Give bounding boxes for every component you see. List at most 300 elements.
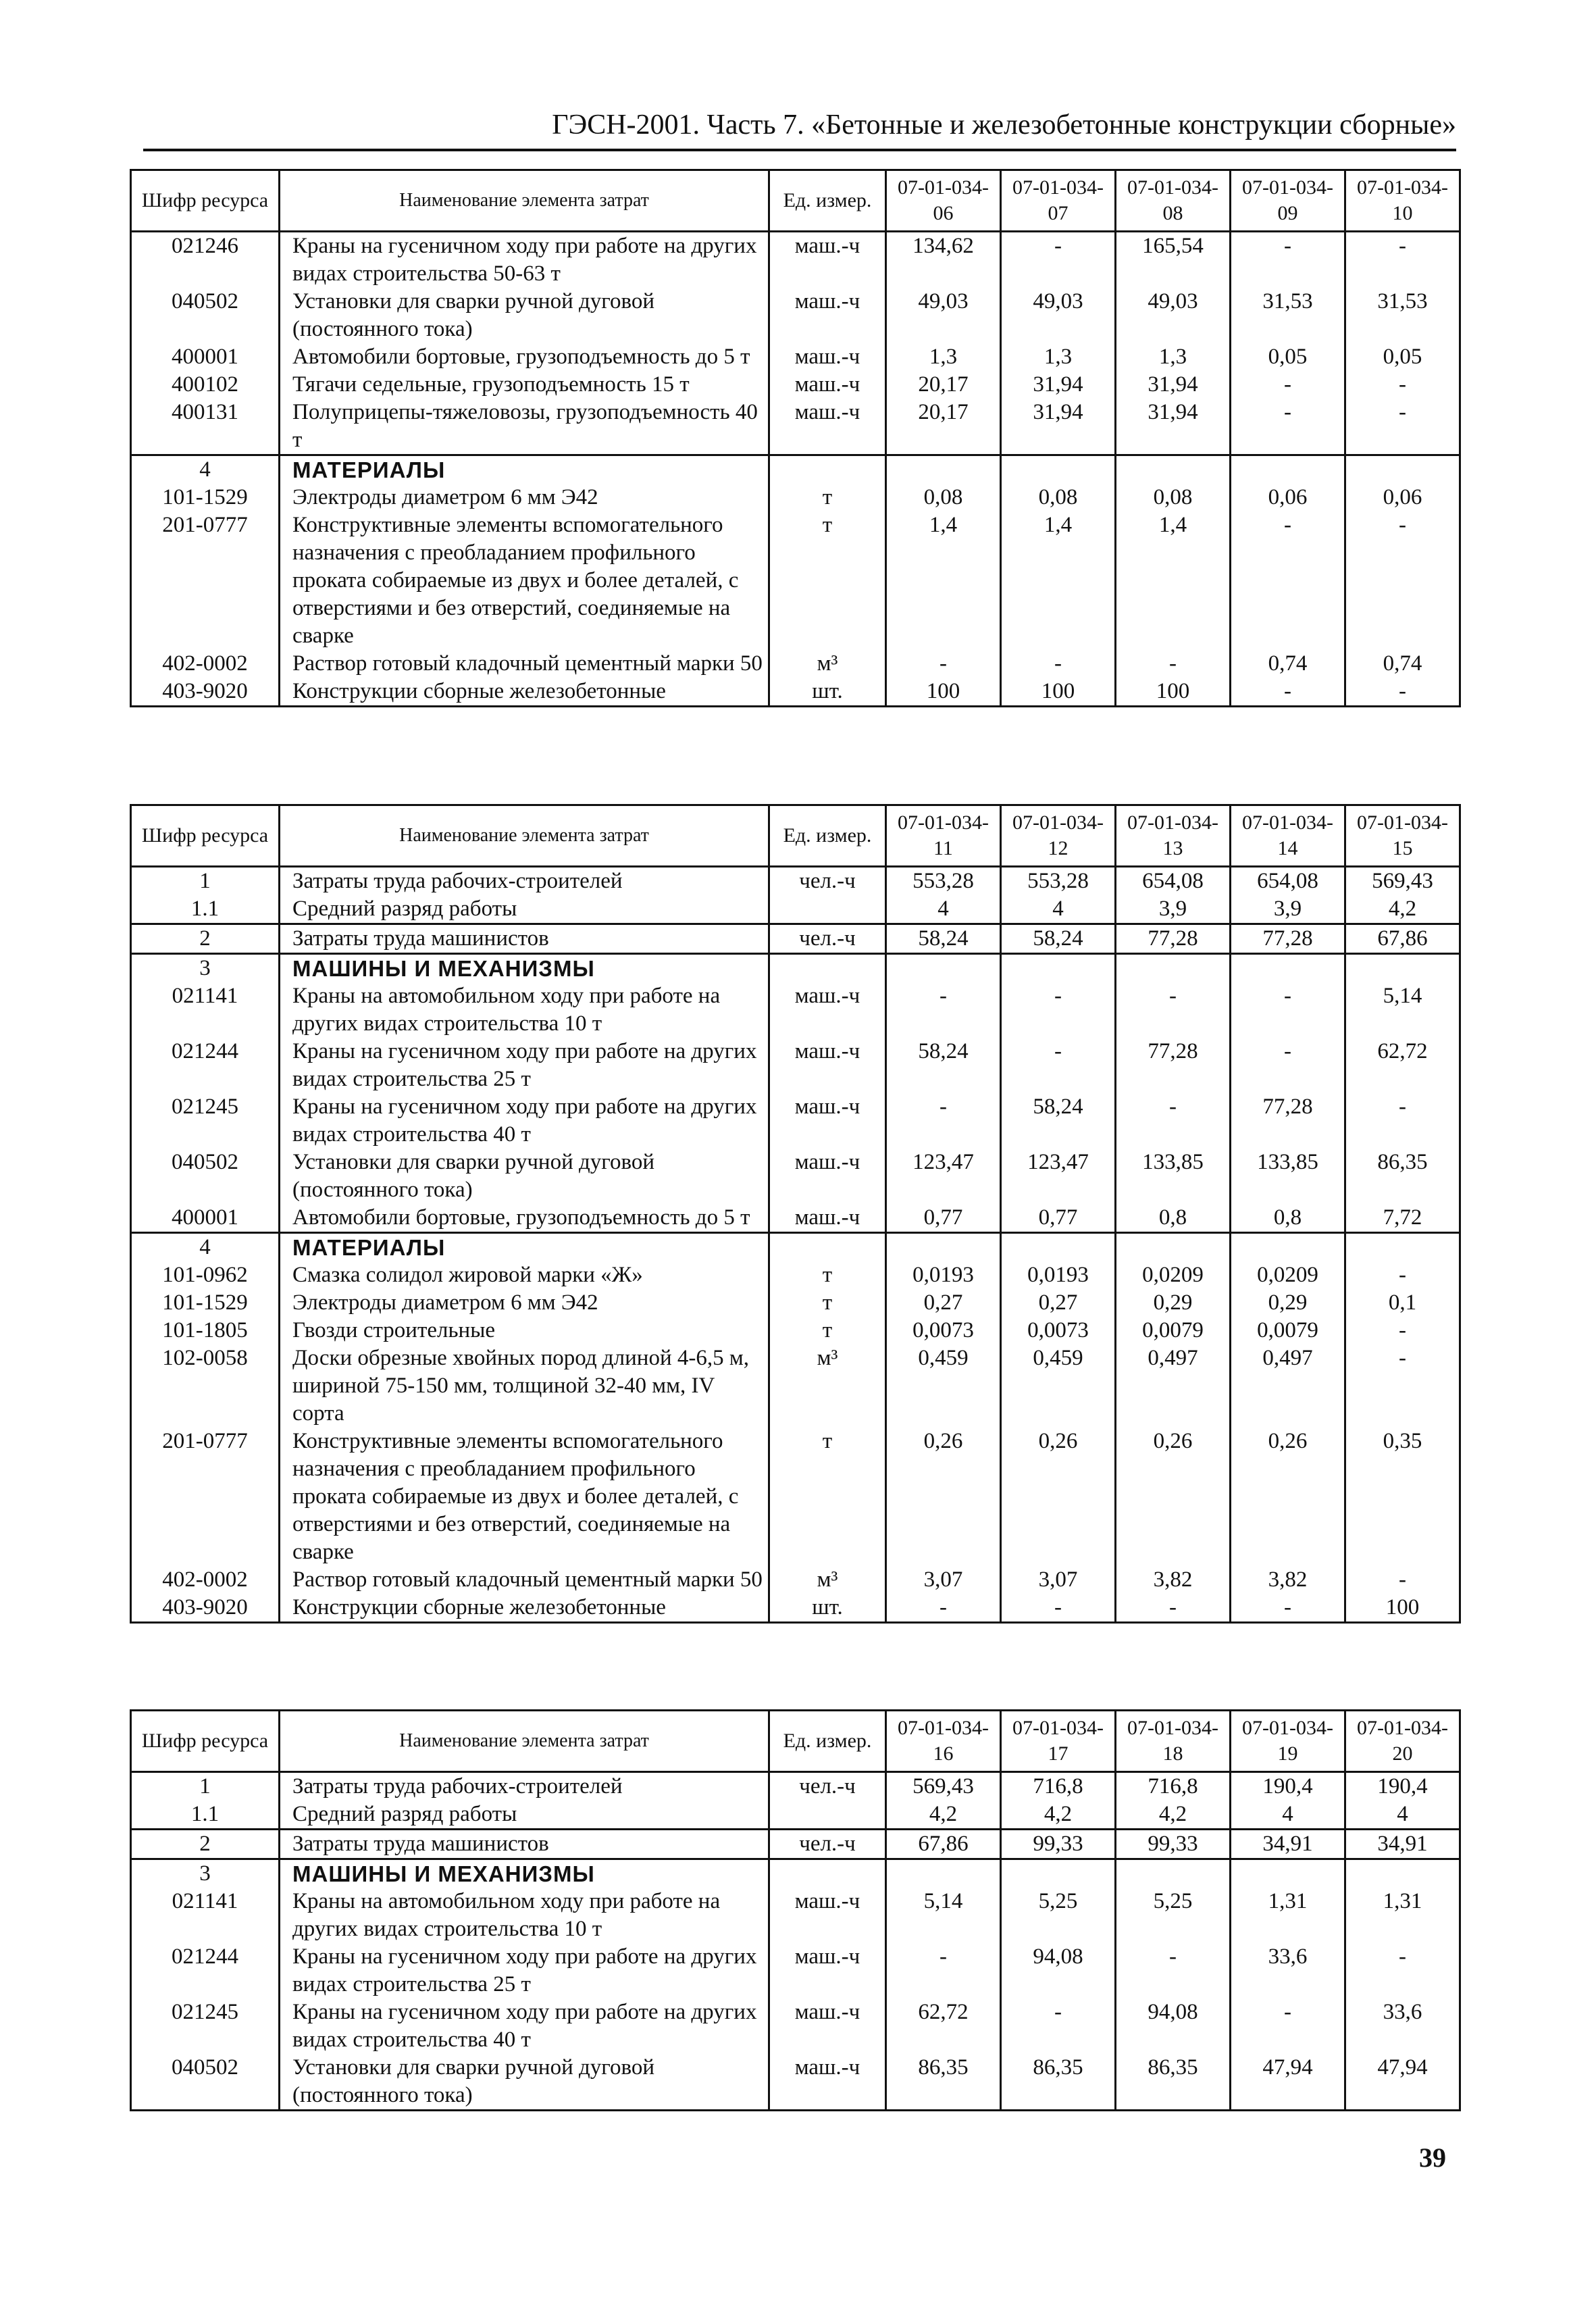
cost-element-name: Доски обрезные хвойных пород длиной 4-6,5 м, шириной 75-150 мм, толщиной 32-40 мм, IV сорта [280, 1344, 769, 1428]
norm-value [1345, 455, 1460, 484]
column-header-norm: 07-01-034-13 [1116, 805, 1231, 867]
table-row [131, 650, 1460, 678]
unit-of-measure: маш.-ч [769, 1943, 886, 1998]
table-row [131, 1428, 1460, 1566]
column-header-code: Шифр ресурса [131, 805, 280, 867]
resource-code: 201-0777 [131, 511, 280, 650]
norm-value: 0,0073 [886, 1317, 1001, 1344]
table-row [131, 1772, 1460, 1801]
norm-value: 654,08 [1231, 867, 1345, 896]
unit-of-measure: чел.-ч [769, 1830, 886, 1859]
norm-value: 4,2 [1345, 895, 1460, 924]
cost-element-name: Затраты труда машинистов [280, 924, 769, 954]
table-row [131, 1261, 1460, 1289]
unit-of-measure: маш.-ч [769, 982, 886, 1038]
norm-value: - [1116, 1594, 1231, 1623]
column-header-norm: 07-01-034-09 [1231, 170, 1345, 232]
cost-element-name: Электроды диаметром 6 мм Э42 [280, 484, 769, 511]
norm-value: 3,9 [1231, 895, 1345, 924]
unit-of-measure: шт. [769, 678, 886, 707]
norm-value: 34,91 [1231, 1830, 1345, 1859]
norm-value: - [1116, 1943, 1231, 1998]
norm-value: 0,26 [1231, 1428, 1345, 1566]
cost-element-name: Краны на гусеничном ходу при работе на других видах строительства 25 т [280, 1943, 769, 1998]
norm-value: 100 [886, 678, 1001, 707]
norm-value [1001, 1859, 1116, 1888]
resource-code: 021244 [131, 1038, 280, 1093]
norm-value: 5,25 [1116, 1888, 1231, 1943]
table-row [131, 1888, 1460, 1943]
table-row [131, 1830, 1460, 1859]
norm-value: 190,4 [1345, 1772, 1460, 1801]
cost-element-name: Краны на автомобильном ходу при работе на других видах строительства 10 т [280, 982, 769, 1038]
resource-code: 040502 [131, 1149, 280, 1204]
table-row [131, 2054, 1460, 2111]
norm-value [1001, 1233, 1116, 1262]
norm-value [886, 455, 1001, 484]
unit-of-measure [769, 1859, 886, 1888]
unit-of-measure: т [769, 511, 886, 650]
resource-code: 403-9020 [131, 1594, 280, 1623]
norm-value: 0,06 [1345, 484, 1460, 511]
norm-value: - [1116, 650, 1231, 678]
norm-value: 86,35 [886, 2054, 1001, 2111]
column-header-name: Наименование элемента затрат [280, 805, 769, 867]
norm-value: 99,33 [1001, 1830, 1116, 1859]
table-row [131, 1594, 1460, 1623]
norm-value: 0,35 [1345, 1428, 1460, 1566]
table-row [131, 867, 1460, 896]
cost-element-name: Смазка солидол жировой марки «Ж» [280, 1261, 769, 1289]
resource-code: 1.1 [131, 1801, 280, 1830]
norm-value: 49,03 [1116, 288, 1231, 343]
table-row [131, 924, 1460, 954]
table-row [131, 455, 1460, 484]
norm-value: 0,05 [1231, 343, 1345, 371]
page-title: ГЭСН-2001. Часть 7. «Бетонные и железобетонные конструкции сборные» [552, 109, 1456, 141]
norm-value: - [1345, 1566, 1460, 1594]
norm-value: - [1345, 1317, 1460, 1344]
norm-value: - [1345, 1344, 1460, 1428]
resource-code: 101-1529 [131, 484, 280, 511]
norm-value: 4 [1345, 1801, 1460, 1830]
norm-value: 1,4 [1116, 511, 1231, 650]
cost-element-name: МАШИНЫ И МЕХАНИЗМЫ [280, 954, 769, 983]
unit-of-measure: маш.-ч [769, 288, 886, 343]
norm-value: 1,31 [1345, 1888, 1460, 1943]
cost-element-name: Гвозди строительные [280, 1317, 769, 1344]
resource-code: 101-0962 [131, 1261, 280, 1289]
norm-value: - [1001, 232, 1116, 288]
table-row [131, 399, 1460, 455]
resource-code: 021245 [131, 1093, 280, 1149]
norm-value [1345, 1233, 1460, 1262]
resource-code: 021245 [131, 1998, 280, 2054]
unit-of-measure: т [769, 1428, 886, 1566]
norm-value: 47,94 [1345, 2054, 1460, 2111]
norm-value: 0,74 [1231, 650, 1345, 678]
unit-of-measure [769, 1233, 886, 1262]
unit-of-measure: чел.-ч [769, 867, 886, 896]
norm-value: 7,72 [1345, 1204, 1460, 1233]
column-header-unit: Ед. измер. [769, 1711, 886, 1772]
norm-value: 190,4 [1231, 1772, 1345, 1801]
norm-value [1231, 954, 1345, 983]
cost-element-name: Установки для сварки ручной дуговой (постоянного тока) [280, 2054, 769, 2111]
norm-value: 123,47 [1001, 1149, 1116, 1204]
norm-value: 100 [1116, 678, 1231, 707]
table-row [131, 1344, 1460, 1428]
table-row [131, 371, 1460, 399]
resource-code: 021141 [131, 1888, 280, 1943]
cost-element-name: Затраты труда рабочих-строителей [280, 867, 769, 896]
column-header-unit: Ед. измер. [769, 805, 886, 867]
norm-value: 0,08 [1116, 484, 1231, 511]
table-row [131, 1289, 1460, 1317]
norm-value: 58,24 [1001, 924, 1116, 954]
norm-value: 0,27 [1001, 1289, 1116, 1317]
norm-value: 94,08 [1001, 1943, 1116, 1998]
norm-value: 0,1 [1345, 1289, 1460, 1317]
norm-value: - [886, 982, 1001, 1038]
norm-value: 31,94 [1116, 399, 1231, 455]
norm-value: 0,0073 [1001, 1317, 1116, 1344]
column-header-norm: 07-01-034-18 [1116, 1711, 1231, 1772]
norm-value: 3,9 [1116, 895, 1231, 924]
norm-value: 31,94 [1001, 399, 1116, 455]
norm-value: 0,08 [1001, 484, 1116, 511]
norm-value: 4 [1231, 1801, 1345, 1830]
table-row [131, 1204, 1460, 1233]
resource-code: 400001 [131, 343, 280, 371]
norm-value: 31,53 [1231, 288, 1345, 343]
unit-of-measure: маш.-ч [769, 1204, 886, 1233]
unit-of-measure: м³ [769, 1344, 886, 1428]
table-row [131, 895, 1460, 924]
norm-value: 0,0079 [1231, 1317, 1345, 1344]
table-row [131, 288, 1460, 343]
norm-value: 33,6 [1345, 1998, 1460, 2054]
norm-value: 0,459 [886, 1344, 1001, 1428]
norm-value: 553,28 [1001, 867, 1116, 896]
resource-code: 2 [131, 924, 280, 954]
page-header [143, 108, 1456, 151]
norm-value: 86,35 [1345, 1149, 1460, 1204]
norm-value: 716,8 [1116, 1772, 1231, 1801]
cost-element-name: Краны на автомобильном ходу при работе на других видах строительства 10 т [280, 1888, 769, 1943]
norm-value: 0,29 [1231, 1289, 1345, 1317]
norm-value [1001, 455, 1116, 484]
resource-code: 1.1 [131, 895, 280, 924]
table-row [131, 982, 1460, 1038]
unit-of-measure: маш.-ч [769, 1149, 886, 1204]
norm-value: 62,72 [1345, 1038, 1460, 1093]
norm-value: 58,24 [1001, 1093, 1116, 1149]
cost-element-name: Полуприцепы-тяжеловозы, грузоподъемность 40 т [280, 399, 769, 455]
norm-value: 4,2 [1001, 1801, 1116, 1830]
cost-element-name: Средний разряд работы [280, 895, 769, 924]
table-row [131, 232, 1460, 288]
norm-value [1116, 1233, 1231, 1262]
resource-code: 201-0777 [131, 1428, 280, 1566]
column-header-norm: 07-01-034-15 [1345, 805, 1460, 867]
norm-value: 569,43 [1345, 867, 1460, 896]
norm-value: - [1345, 1261, 1460, 1289]
norm-value: 0,8 [1231, 1204, 1345, 1233]
table-row [131, 1317, 1460, 1344]
norm-value [1116, 455, 1231, 484]
resource-code: 1 [131, 867, 280, 896]
norm-value [1231, 455, 1345, 484]
column-header-name: Наименование элемента затрат [280, 1711, 769, 1772]
norm-value: 20,17 [886, 399, 1001, 455]
norm-value: 94,08 [1116, 1998, 1231, 2054]
norm-value: 0,8 [1116, 1204, 1231, 1233]
norm-value: 3,82 [1231, 1566, 1345, 1594]
norm-value: 0,05 [1345, 343, 1460, 371]
norm-value: 31,94 [1001, 371, 1116, 399]
norm-value: 99,33 [1116, 1830, 1231, 1859]
cost-element-name: Краны на гусеничном ходу при работе на других видах строительства 40 т [280, 1093, 769, 1149]
norm-value: - [1345, 232, 1460, 288]
norm-value: 0,0193 [1001, 1261, 1116, 1289]
column-header-code: Шифр ресурса [131, 170, 280, 232]
unit-of-measure: маш.-ч [769, 1093, 886, 1149]
norm-value: 0,0209 [1116, 1261, 1231, 1289]
norm-value: 654,08 [1116, 867, 1231, 896]
norm-value: 77,28 [1231, 1093, 1345, 1149]
norm-value: 0,497 [1116, 1344, 1231, 1428]
unit-of-measure: чел.-ч [769, 1772, 886, 1801]
resource-code: 4 [131, 455, 280, 484]
table-row [131, 1566, 1460, 1594]
resource-code: 101-1529 [131, 1289, 280, 1317]
column-header-norm: 07-01-034-07 [1001, 170, 1116, 232]
norm-value: 5,14 [1345, 982, 1460, 1038]
unit-of-measure [769, 455, 886, 484]
unit-of-measure: чел.-ч [769, 924, 886, 954]
norm-value [1345, 954, 1460, 983]
unit-of-measure [769, 954, 886, 983]
norm-value: 100 [1345, 1594, 1460, 1623]
norm-value: 86,35 [1001, 2054, 1116, 2111]
norm-value: - [1001, 982, 1116, 1038]
resource-code: 021246 [131, 232, 280, 288]
column-header-norm: 07-01-034-08 [1116, 170, 1231, 232]
norm-value: 20,17 [886, 371, 1001, 399]
cost-element-name: Конструкции сборные железобетонные [280, 678, 769, 707]
column-header-unit: Ед. измер. [769, 170, 886, 232]
norm-value: 1,4 [1001, 511, 1116, 650]
norm-value: 58,24 [886, 924, 1001, 954]
norm-value: 123,47 [886, 1149, 1001, 1204]
norm-value: 67,86 [886, 1830, 1001, 1859]
norm-value: 134,62 [886, 232, 1001, 288]
column-header-norm: 07-01-034-06 [886, 170, 1001, 232]
cost-element-name: Установки для сварки ручной дуговой (постоянного тока) [280, 1149, 769, 1204]
norm-value: - [1001, 1038, 1116, 1093]
table-row [131, 343, 1460, 371]
norm-value: - [886, 650, 1001, 678]
unit-of-measure: маш.-ч [769, 399, 886, 455]
unit-of-measure: маш.-ч [769, 371, 886, 399]
unit-of-measure: т [769, 1317, 886, 1344]
norm-value: 0,77 [1001, 1204, 1116, 1233]
norm-value: 1,3 [1116, 343, 1231, 371]
cost-element-name: Раствор готовый кладочный цементный марки 50 [280, 1566, 769, 1594]
norm-value: - [1345, 1093, 1460, 1149]
norm-value: 0,0079 [1116, 1317, 1231, 1344]
norm-value: - [1231, 1038, 1345, 1093]
table-row [131, 1859, 1460, 1888]
norm-value [886, 1859, 1001, 1888]
norm-value: - [886, 1594, 1001, 1623]
norm-value: 165,54 [1116, 232, 1231, 288]
unit-of-measure: маш.-ч [769, 232, 886, 288]
norm-value: 1,4 [886, 511, 1001, 650]
norm-value: - [1116, 982, 1231, 1038]
resource-code: 021244 [131, 1943, 280, 1998]
norm-value: 0,26 [886, 1428, 1001, 1566]
cost-element-name: Автомобили бортовые, грузоподъемность до 5 т [280, 1204, 769, 1233]
resource-code: 400001 [131, 1204, 280, 1233]
table-row [131, 678, 1460, 707]
norm-value: 77,28 [1116, 1038, 1231, 1093]
norm-value: 77,28 [1116, 924, 1231, 954]
page-number: 39 [1419, 2142, 1446, 2173]
cost-element-name: Конструктивные элементы вспомогательного назначения с преобладанием профильного проката собираемые из двух и более деталей, с отверстиями и без отверстий, соединяемые на сварке [280, 511, 769, 650]
norm-value: - [1231, 399, 1345, 455]
table-row [131, 484, 1460, 511]
norm-value: 5,25 [1001, 1888, 1116, 1943]
cost-element-name: Установки для сварки ручной дуговой (постоянного тока) [280, 288, 769, 343]
table-row [131, 954, 1460, 983]
column-header-norm: 07-01-034-20 [1345, 1711, 1460, 1772]
norm-value: - [1345, 371, 1460, 399]
table-row [131, 1943, 1460, 1998]
resource-code: 402-0002 [131, 1566, 280, 1594]
norm-value: 62,72 [886, 1998, 1001, 2054]
norm-value: 0,459 [1001, 1344, 1116, 1428]
norm-value: 0,08 [886, 484, 1001, 511]
cost-element-name: Краны на гусеничном ходу при работе на других видах строительства 50-63 т [280, 232, 769, 288]
norm-value: 569,43 [886, 1772, 1001, 1801]
resource-code: 4 [131, 1233, 280, 1262]
norm-value [1231, 1233, 1345, 1262]
norms-table-1 [130, 169, 1461, 707]
norm-value: - [1345, 678, 1460, 707]
unit-of-measure: т [769, 484, 886, 511]
norm-value: 49,03 [1001, 288, 1116, 343]
norm-value: - [1231, 678, 1345, 707]
cost-element-name: Затраты труда рабочих-строителей [280, 1772, 769, 1801]
resource-code: 1 [131, 1772, 280, 1801]
cost-element-name: Автомобили бортовые, грузоподъемность до 5 т [280, 343, 769, 371]
norm-value: - [1116, 1093, 1231, 1149]
norm-value: - [1345, 511, 1460, 650]
norm-value: 1,31 [1231, 1888, 1345, 1943]
column-header-norm: 07-01-034-19 [1231, 1711, 1345, 1772]
cost-element-name: МАШИНЫ И МЕХАНИЗМЫ [280, 1859, 769, 1888]
table-row [131, 1093, 1460, 1149]
unit-of-measure: маш.-ч [769, 1038, 886, 1093]
norm-value: - [886, 1943, 1001, 1998]
cost-element-name: Затраты труда машинистов [280, 1830, 769, 1859]
norm-value: 3,07 [1001, 1566, 1116, 1594]
norm-value: 77,28 [1231, 924, 1345, 954]
norm-value: 4 [1001, 895, 1116, 924]
cost-element-name: Конструктивные элементы вспомогательного назначения с преобладанием профильного проката собираемые из двух и более деталей, с отверстиями и без отверстий, соединяемые на сварке [280, 1428, 769, 1566]
norm-value [1116, 1859, 1231, 1888]
table-row [131, 1149, 1460, 1204]
column-header-name: Наименование элемента затрат [280, 170, 769, 232]
norm-value: 5,14 [886, 1888, 1001, 1943]
norms-table-3 [130, 1709, 1461, 2111]
cost-element-name: Средний разряд работы [280, 1801, 769, 1830]
resource-code: 021141 [131, 982, 280, 1038]
norm-value: - [886, 1093, 1001, 1149]
unit-of-measure: маш.-ч [769, 1998, 886, 2054]
unit-of-measure: т [769, 1289, 886, 1317]
table-row [131, 1038, 1460, 1093]
norm-value: - [1001, 650, 1116, 678]
table-header [131, 805, 1460, 867]
norm-value: 49,03 [886, 288, 1001, 343]
norm-value: 0,497 [1231, 1344, 1345, 1428]
resource-code: 3 [131, 954, 280, 983]
norm-value: 4,2 [886, 1801, 1001, 1830]
norm-value: 0,06 [1231, 484, 1345, 511]
norm-value: 3,07 [886, 1566, 1001, 1594]
norm-value: - [1231, 511, 1345, 650]
table-row [131, 1801, 1460, 1830]
norm-value: 58,24 [886, 1038, 1001, 1093]
norm-value: 1,3 [1001, 343, 1116, 371]
unit-of-measure: маш.-ч [769, 343, 886, 371]
cost-element-name: Краны на гусеничном ходу при работе на других видах строительства 40 т [280, 1998, 769, 2054]
norm-value: - [1231, 1998, 1345, 2054]
column-header-norm: 07-01-034-16 [886, 1711, 1001, 1772]
resource-code: 102-0058 [131, 1344, 280, 1428]
resource-code: 101-1805 [131, 1317, 280, 1344]
resource-code: 2 [131, 1830, 280, 1859]
resource-code: 400102 [131, 371, 280, 399]
norm-value [886, 1233, 1001, 1262]
norm-value: 0,74 [1345, 650, 1460, 678]
column-header-norm: 07-01-034-11 [886, 805, 1001, 867]
unit-of-measure: м³ [769, 1566, 886, 1594]
resource-code: 3 [131, 1859, 280, 1888]
norm-value: 3,82 [1116, 1566, 1231, 1594]
norm-value: 0,0209 [1231, 1261, 1345, 1289]
norm-value [1116, 954, 1231, 983]
norm-value: 0,77 [886, 1204, 1001, 1233]
norm-value: 31,94 [1116, 371, 1231, 399]
norm-value: 33,6 [1231, 1943, 1345, 1998]
table-header [131, 1711, 1460, 1772]
norm-value: 1,3 [886, 343, 1001, 371]
norm-value: 31,53 [1345, 288, 1460, 343]
unit-of-measure [769, 895, 886, 924]
norm-value: - [1231, 982, 1345, 1038]
resource-code: 040502 [131, 2054, 280, 2111]
cost-element-name: МАТЕРИАЛЫ [280, 455, 769, 484]
cost-element-name: Конструкции сборные железобетонные [280, 1594, 769, 1623]
table-row [131, 511, 1460, 650]
cost-element-name: Тягачи седельные, грузоподъемность 15 т [280, 371, 769, 399]
resource-code: 040502 [131, 288, 280, 343]
resource-code: 400131 [131, 399, 280, 455]
